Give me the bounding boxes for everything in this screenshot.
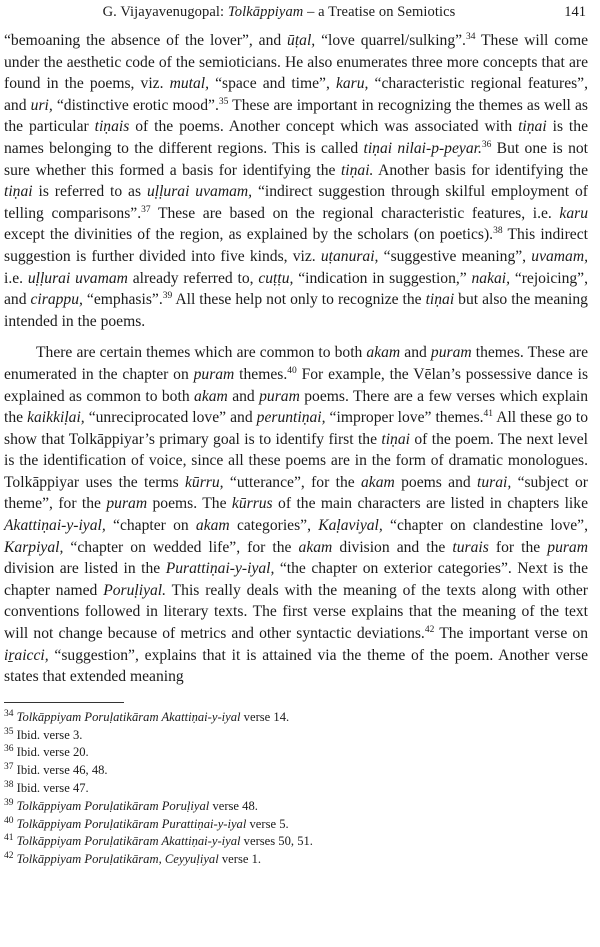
paragraph-text: “chapter on wedded life”, for the: [63, 538, 299, 556]
footnote-italic-term: Tolkāppiyam Poruḷatikāram Purattiṇai-y-iyal: [16, 816, 247, 831]
paragraph-italic-term: Akattiṇai-y-iyal,: [4, 517, 106, 535]
footnote-italic-term: Tolkāppiyam Poruḷatikāram Akattiṇai-y-iyal: [16, 709, 241, 724]
paragraph-text: poems. There are a few verses which explain the: [4, 387, 589, 427]
header-author: G. Vijayavenugopal:: [102, 4, 228, 20]
paragraph-italic-term: karu: [559, 204, 588, 222]
paragraph-text: Another basis for identifying the: [373, 161, 588, 179]
paragraph-text: For example, the Vēlan’s possessive dance is explained as common to both: [4, 365, 589, 405]
paragraph-note-ref: 42: [424, 624, 435, 635]
paragraph-text: except the divinities of the region, as explained by the scholars (on poetics).: [4, 226, 494, 244]
paragraph-text: The important verse on: [434, 625, 589, 643]
paragraph-italic-term: uvamam,: [531, 247, 588, 265]
paragraph-text: categories”,: [229, 517, 319, 535]
footnote: [4, 727, 588, 745]
paragraph-text: and: [400, 344, 431, 362]
paragraph-italic-term: peruntiṇai,: [256, 409, 326, 427]
paragraph-italic-term: akam: [298, 538, 333, 556]
paragraph-note-ref: 35: [218, 96, 229, 107]
paragraph-italic-term: Kaḷaviyal,: [318, 517, 383, 535]
paragraph-italic-term: tiṇai.: [340, 161, 374, 179]
paragraph-italic-term: uḷḷurai uvamam: [27, 269, 128, 287]
paragraph-text: is referred to as: [32, 183, 147, 201]
paragraph-text: “love quarrel/sulking”.: [315, 32, 466, 49]
paragraph-text: These are important in recognizing the themes as well as the particular: [4, 96, 588, 136]
footnote-text: Ibid. verse 47.: [13, 781, 89, 795]
paragraph-text: “characteristic regional features”, and: [4, 75, 589, 114]
footnote: [4, 744, 588, 762]
running-header-title: [4, 4, 554, 21]
header-work-title: Tolkāppiyam: [227, 4, 304, 20]
paragraph-text: “indication in suggestion,”: [293, 269, 472, 287]
paragraph-italic-term: tiṇais: [94, 118, 130, 136]
paragraph-italic-term: karu,: [335, 75, 369, 93]
footnote-note-ref: 42: [4, 851, 14, 861]
footnote-text: verse 1.: [218, 852, 262, 867]
paragraph-text: division and the: [332, 538, 453, 556]
paragraph-italic-term: akam: [366, 344, 401, 362]
paragraph-text: “rejoicing”, and: [4, 269, 588, 309]
paragraph-italic-term: akam: [194, 387, 228, 405]
footnote-note-ref: 37: [4, 762, 14, 773]
paragraph-note-ref: 37: [141, 204, 151, 215]
paragraph-italic-term: puram: [259, 387, 300, 405]
paragraph-text: “unreciprocated love” and: [84, 409, 257, 427]
paragraph-italic-term: Poruḷiyal.: [103, 581, 167, 599]
header-subtitle: – a Treatise on Semiotics: [303, 4, 456, 20]
paragraph-note-ref: 40: [287, 365, 297, 376]
running-header: [4, 0, 588, 30]
footnote-note-ref: 35: [4, 726, 14, 737]
paragraph-text: themes.: [234, 365, 288, 383]
paragraph-text: poems. The: [147, 495, 232, 513]
footnote-text: verse 14.: [240, 709, 290, 724]
footnote: [4, 780, 588, 798]
paragraph-italic-term: tiṇai: [518, 118, 547, 136]
paragraph-text: This really deals with the meaning of the texts along with other conventions followed in literary texts. The first verse explains that the meaning of the text will not change because of metrics and other syntactic deviations.: [4, 581, 588, 643]
paragraph: [4, 342, 588, 688]
footnote-note-ref: 39: [4, 797, 14, 808]
paragraph-note-ref: 36: [481, 139, 492, 150]
paragraph-text: “utterance”, for the: [223, 473, 361, 491]
paragraph-italic-term: turais: [452, 538, 489, 556]
paragraph-text: but also the meaning intended in the poems.: [4, 291, 588, 330]
footnote-note-ref: 41: [4, 833, 14, 844]
paragraph-text: “emphasis”.: [82, 291, 163, 309]
paragraph-italic-term: akam: [195, 517, 230, 535]
paragraph-italic-term: cirappu,: [30, 291, 83, 309]
footnote-note-ref: 40: [4, 815, 14, 826]
paragraph-italic-term: puram: [106, 495, 148, 513]
paragraph-text: All these go to show that Tolkāppiyar’s primary goal is to identify first the: [4, 409, 588, 448]
paragraph-italic-term: cuṭṭu,: [258, 269, 294, 287]
paragraph-text: poems and: [394, 473, 477, 491]
footnote: [4, 851, 588, 869]
paragraph-text: and: [227, 387, 260, 405]
paragraph-text: i.e.: [4, 269, 28, 287]
footnote: [4, 816, 588, 834]
footnote: [4, 798, 588, 816]
paragraph-note-ref: 39: [162, 290, 173, 301]
paragraph-text: There are certain themes which are common to both: [36, 344, 367, 362]
paragraph-text: “the chapter on exterior categories”. Next is the chapter named: [4, 560, 588, 599]
footnotes: [4, 709, 588, 869]
paragraph-italic-term: nakai,: [471, 269, 511, 287]
paragraph-italic-term: akam: [361, 473, 395, 491]
paragraph-text: “chapter on: [105, 517, 196, 535]
paragraph-text: This indirect suggestion is further divided into five kinds, viz.: [4, 226, 588, 265]
footnote: [4, 762, 588, 780]
footnote-italic-term: Tolkāppiyam Poruḷatikāram Poruḷiyal: [16, 798, 210, 813]
footnote-note-ref: 38: [4, 779, 14, 790]
paragraph-note-ref: 41: [483, 408, 494, 419]
paragraph-text: for the: [488, 538, 548, 556]
footnote-text: Ibid. verse 46, 48.: [13, 763, 108, 778]
paragraph-italic-term: tiṇai nilai-p-peyar.: [363, 139, 482, 157]
paragraph-text: “space and time”,: [209, 75, 336, 93]
paragraph-text: These will come under the aesthetic code of the semioticians. He also enumerates three more concepts that are found in the poems, viz.: [4, 32, 588, 93]
paragraph-text: “bemoaning the absence of the lover”, and: [4, 32, 288, 49]
paragraph-text: already referred to,: [127, 269, 259, 287]
paragraph-text: “distinctive erotic mood”.: [52, 96, 219, 114]
paragraph-italic-term: uri,: [30, 96, 53, 114]
body-text: [4, 30, 588, 688]
page-number: 141: [564, 4, 586, 20]
paragraph-text: These are based on the regional characteristic features, i.e.: [150, 204, 560, 222]
paragraph-text: division are listed in the: [4, 560, 166, 578]
paragraph-text: “indirect suggestion through skilful employment of telling comparisons”.: [4, 183, 588, 222]
paragraph-italic-term: uṭanurai,: [320, 247, 379, 265]
footnote-divider: [4, 702, 124, 703]
paragraph-text: “improper love” themes.: [325, 409, 484, 427]
paragraph-note-ref: 34: [465, 31, 476, 42]
footnote: [4, 833, 588, 851]
footnote-text: Ibid. verse 20.: [13, 745, 89, 760]
paragraph-italic-term: puram: [430, 344, 472, 362]
paragraph-text: of the poems. Another concept which was associated with: [129, 118, 519, 136]
paragraph-italic-term: kūrrus: [231, 495, 273, 513]
footnote-note-ref: 34: [4, 708, 14, 719]
footnote: [4, 709, 588, 727]
footnote-text: verses 50, 51.: [240, 834, 313, 849]
paragraph-italic-term: turai,: [477, 473, 512, 491]
paragraph-text: “subject or theme”, for the: [4, 473, 588, 513]
footnote-note-ref: 36: [4, 744, 14, 755]
paragraph-text: of the main characters are listed in chapters like: [272, 495, 588, 513]
paragraph-italic-term: kaikkiḷai,: [27, 409, 85, 427]
paragraph-italic-term: Purattiṇai-y-iyal,: [165, 560, 275, 578]
paragraph-italic-term: tiṇai: [4, 183, 33, 201]
paragraph-text: themes. These are enumerated in the chapter on: [4, 344, 589, 383]
footnote-italic-term: Tolkāppiyam Poruḷatikāram, Ceyyuḷiyal: [16, 852, 219, 867]
paragraph-text: “chapter on clandestine love”,: [382, 517, 588, 535]
paragraph-text: of the poem. The next level is the identification of voice, since all these poems are in the form of dramatic monologues. Tolkāppiyar uses the terms: [4, 430, 588, 491]
paragraph-italic-term: kūrru,: [185, 473, 224, 491]
paragraph-italic-term: mutal,: [169, 75, 209, 93]
paragraph-italic-term: Karpiyal,: [4, 538, 64, 556]
paragraph-text: “suggestive meaning”,: [378, 247, 532, 265]
footnote-text: verse 48.: [209, 798, 258, 813]
footnote-text: verse 5.: [246, 816, 289, 831]
paragraph-italic-term: puram: [547, 538, 588, 556]
paragraph-italic-term: ūṭal,: [287, 32, 316, 49]
footnote-italic-term: Tolkāppiyam Poruḷatikāram Akattiṇai-y-iyal: [16, 834, 241, 849]
paragraph-text: is the names belonging to the different regions. This is called: [4, 118, 588, 157]
paragraph-italic-term: uḷḷurai uvamam,: [146, 183, 253, 201]
paragraph-italic-term: iṟaicci,: [4, 646, 49, 664]
paragraph-italic-term: tiṇai: [381, 430, 410, 448]
paragraph-text: “suggestion”, explains that it is attained via the theme of the poem. Another verse states that extended meaning: [4, 646, 588, 686]
paragraph-text: But one is not sure whether this formed a basis for identifying the: [4, 139, 588, 179]
paragraph-note-ref: 38: [493, 226, 503, 237]
paragraph-italic-term: puram: [193, 365, 235, 383]
paragraph: [4, 30, 588, 332]
paragraph-italic-term: tiṇai: [425, 291, 455, 309]
footnote-text: Ibid. verse 3.: [13, 727, 83, 742]
paragraph-text: All these help not only to recognize the: [172, 291, 426, 309]
